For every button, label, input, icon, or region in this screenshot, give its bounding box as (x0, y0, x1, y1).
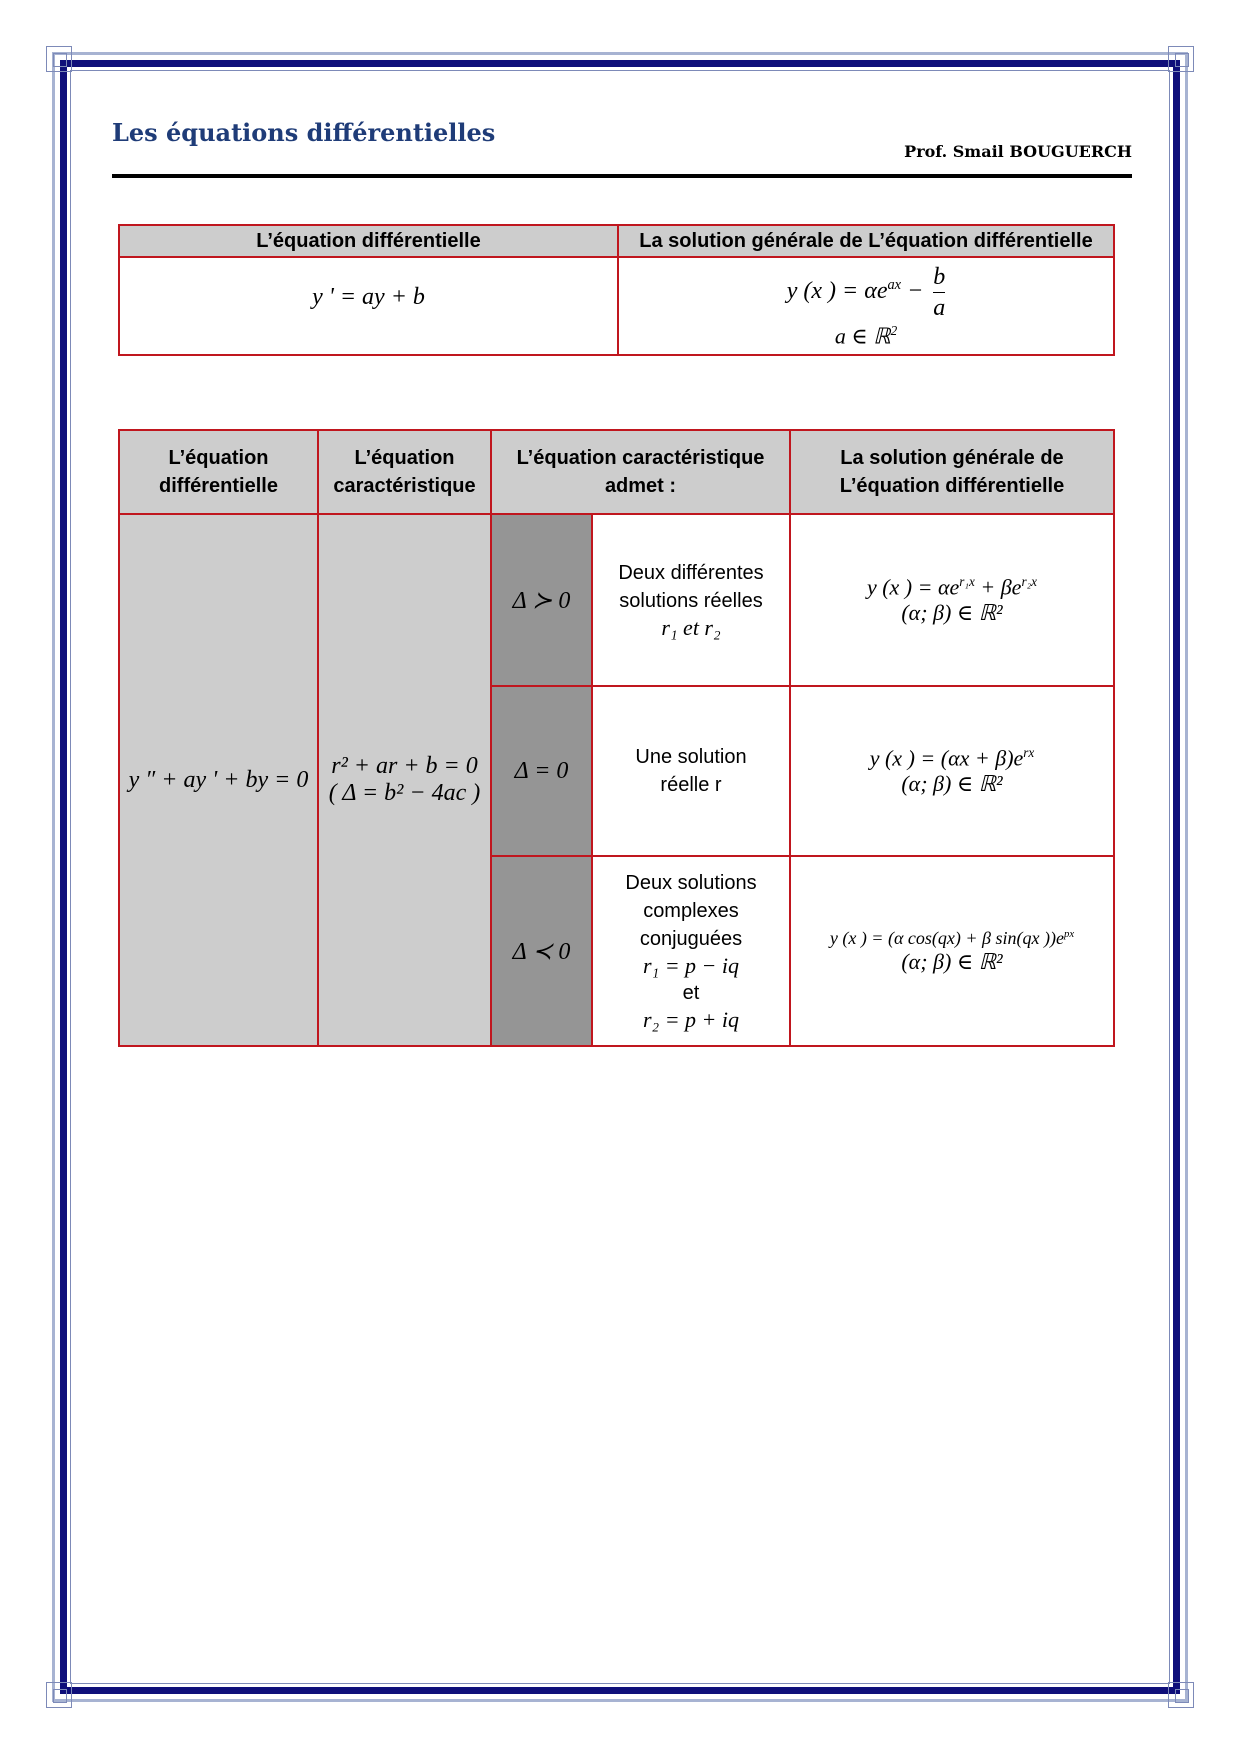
corner-ornament (46, 1682, 72, 1708)
second-order-table (118, 429, 1115, 1047)
case2-description (592, 686, 790, 856)
table1-solution-cell (618, 257, 1114, 355)
table2-header-characteristic: L’équation caractéristique (318, 430, 491, 514)
case1-roots: r₁ et r₂ (661, 615, 721, 640)
fraction-b-over-a (933, 262, 945, 323)
case1-solution-part: y (x ) = αe (866, 574, 960, 600)
delta-positive-cell (491, 514, 592, 686)
first-order-condition (619, 323, 1113, 349)
delta-negative-cell (491, 856, 592, 1046)
case3-solution-part: y (x ) = (α cos(qx) + β sin(qx ))e (829, 927, 1064, 948)
case2-solution-cell (790, 686, 1114, 856)
delta-zero: Δ = 0 (514, 757, 569, 784)
table2-header-equation: L’équation différentielle (119, 430, 318, 514)
case3-desc-line: conjuguées (639, 928, 743, 950)
discriminant-formula: ( Δ = b² − 4ac ) (328, 780, 481, 806)
case3-condition: (α; β) ∈ ℝ² (901, 948, 1003, 974)
case1-solution-cell (790, 514, 1114, 686)
case3-root2: r₂ = p + iq (642, 1007, 739, 1032)
case3-exponent: px (1063, 927, 1075, 940)
solution-main: y (x ) = αe (786, 278, 888, 305)
case1-solution-part: + βe (974, 574, 1022, 600)
fraction-denominator: a (933, 295, 946, 322)
case2-solution (791, 745, 1113, 771)
condition-text: a ∈ ℝ (834, 323, 891, 349)
case2-condition: (α; β) ∈ ℝ² (901, 771, 1003, 797)
case2-solution-part: y (x ) = (αx + β)e (869, 745, 1024, 771)
table1-equation-cell (119, 257, 618, 355)
first-order-equation: y ' = ay + b (312, 284, 425, 310)
case3-desc-line: complexes (643, 900, 739, 922)
delta-zero-cell (491, 686, 592, 856)
case3-solution (791, 928, 1113, 949)
first-order-table (118, 224, 1115, 356)
case1-solution (791, 574, 1113, 600)
second-order-equation-cell (119, 514, 318, 1046)
case3-root1: r₁ = p − iq (642, 953, 739, 978)
case1-exponent: r₁x (959, 573, 975, 589)
characteristic-equation: r² + ar + b = 0 (331, 753, 478, 779)
case1-exponent: r₂x (1021, 573, 1038, 589)
case1-desc-line: Deux différentes (618, 562, 764, 584)
case3-solution-cell (790, 856, 1114, 1046)
case2-desc-line: Une solution (635, 746, 747, 768)
case1-condition: (α; β) ∈ ℝ² (901, 600, 1003, 626)
minus-sign: − (907, 278, 924, 305)
case1-description (592, 514, 790, 686)
case2-desc-line: réelle r (660, 774, 722, 796)
fraction-numerator: b (933, 262, 945, 293)
corner-ornament (1168, 1682, 1194, 1708)
condition-exponent: 2 (890, 323, 898, 339)
case3-description (592, 856, 790, 1046)
case1-desc-line: solutions réelles (619, 590, 763, 612)
case3-and-word: et (682, 982, 700, 1004)
table2-header-admits: L’équation caractéristique admet : (491, 430, 790, 514)
characteristic-equation-cell (318, 514, 491, 1046)
corner-ornament (1168, 46, 1194, 72)
author-name: Prof. Smail BOUGUERCH (904, 142, 1132, 161)
case3-desc-line: Deux solutions (625, 872, 757, 894)
header-rule (112, 174, 1132, 178)
table1-header-solution: La solution générale de L’équation différentielle (618, 225, 1114, 257)
delta-negative: Δ ≺ 0 (512, 938, 571, 965)
corner-ornament (46, 46, 72, 72)
page-title: Les équations différentielles (112, 118, 496, 147)
second-order-equation: y ″ + ay ' + by = 0 (128, 766, 309, 793)
delta-positive: Δ ≻ 0 (512, 587, 571, 614)
solution-exponent: ax (887, 277, 902, 294)
table1-header-equation: L’équation différentielle (119, 225, 618, 257)
case2-exponent: rx (1023, 744, 1035, 760)
first-order-solution (619, 262, 1113, 323)
table2-header-solution: La solution générale de L’équation différentielle (790, 430, 1114, 514)
